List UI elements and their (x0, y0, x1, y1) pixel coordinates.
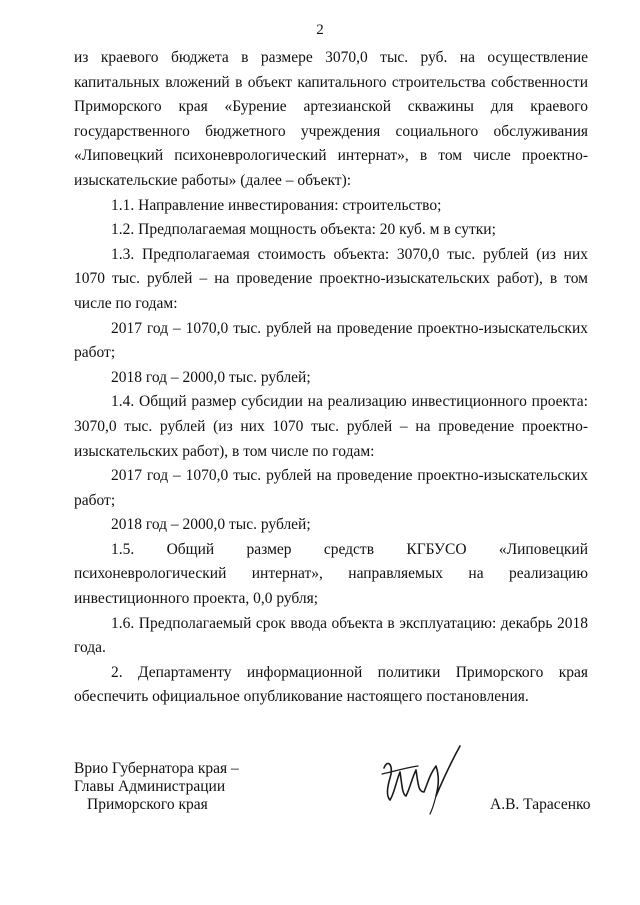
paragraph-intro: из краевого бюджета в размере 3070,0 тыс. руб. на осуществление капитальных вложений в объект капитального строительства собственности Приморского края «Бурение артезианской скважины для краевого государственного бюджетного учреждения социального обслуживания «Липовецкий психоневрологический интернат», в том числе проектно-изыскательские работы» (далее – объект): (74, 49, 588, 189)
signatory-title-line-1: Врио Губернатора края – (74, 760, 239, 777)
paragraph-1-4: 1.4. Общий размер субсидии на реализацию инвестиционного проекта: 3070,0 тыс. рублей (из них 1070 тыс. рублей – на проведение проектно-изыскательских работ), в том числе по годам: (74, 393, 588, 460)
document-body (74, 46, 588, 710)
paragraph-1-6: 1.6. Предполагаемый срок ввода объекта в эксплуатацию: декабрь 2018 года. (74, 614, 588, 657)
paragraph-1-5: 1.5. Общий размер средств КГБУСО «Липовецкий психоневрологический интернат», направляемых на реализацию инвестиционного проекта, 0,0 рубля; (74, 540, 588, 608)
paragraph-1-1: 1.1. Направление инвестирования: строительство; (111, 196, 442, 214)
page-number: 2 (316, 22, 324, 38)
signatory-title (74, 760, 239, 814)
paragraph-1-3: 1.3. Предполагаемая стоимость объекта: 3070,0 тыс. рублей (из них 1070 тыс. рублей – на проведение проектно-изыскательских работ), в том числе по годам: (74, 245, 588, 312)
paragraph-1-4-year-2018: 2018 год – 2000,0 тыс. рублей; (111, 516, 311, 534)
paragraph-1-3-year-2017: 2017 год – 1070,0 тыс. рублей на проведение проектно-изыскательских работ; (74, 319, 588, 362)
signatory-name: А.В. Тарасенко (490, 796, 591, 813)
paragraph-1-2: 1.2. Предполагаемая мощность объекта: 20 куб. м в сутки; (111, 221, 496, 239)
paragraph-1-3-year-2018: 2018 год – 2000,0 тыс. рублей; (111, 368, 311, 386)
signatory-title-line-3: Приморского края (87, 796, 208, 813)
paragraph-1-4-year-2017: 2017 год – 1070,0 тыс. рублей на проведение проектно-изыскательских работ; (74, 467, 588, 509)
signatory-title-line-2: Главы Администрации (74, 778, 226, 795)
paragraph-2: 2. Департаменту информационной политики Приморского края обеспечить официальное опубликование настоящего постановления. (74, 663, 588, 706)
handwritten-signature (378, 738, 468, 818)
